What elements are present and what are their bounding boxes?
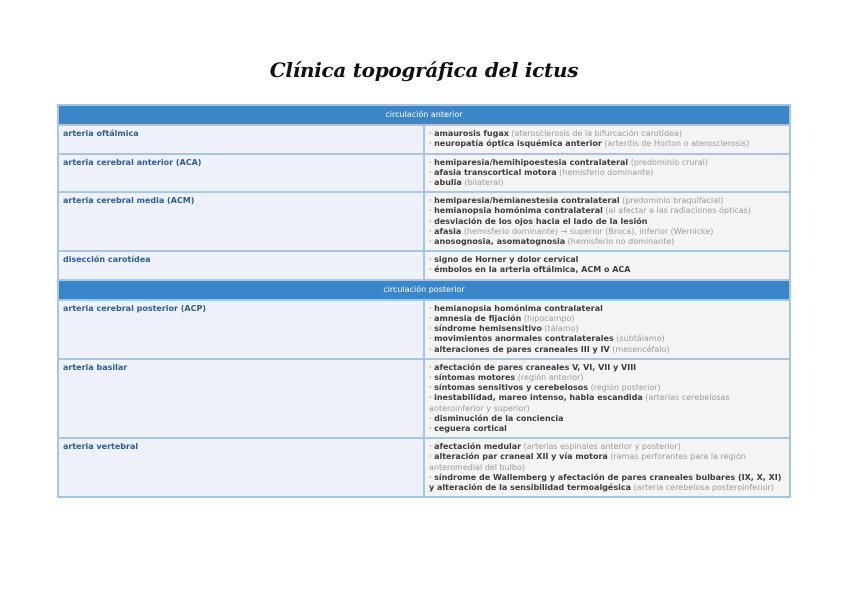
bullet-mark: · (429, 178, 435, 188)
finding-text: síndrome hemisensitivo (434, 324, 542, 334)
finding-line (429, 473, 785, 493)
finding-note: (ramas perforantes para la región anteromedial del bulbo) (429, 452, 746, 472)
finding-line (429, 178, 785, 188)
bullet-mark: · (429, 237, 435, 247)
finding-note: (mesencéfalo) (612, 344, 670, 354)
finding-text: síntomas sensitivos y cerebelosos (434, 383, 589, 393)
table-row (58, 154, 790, 193)
finding-note: (bilateral) (464, 178, 504, 188)
finding-note: (región posterior) (590, 383, 661, 393)
finding-line (429, 139, 785, 149)
finding-text: movimientos anormales contralaterales (434, 334, 614, 344)
bullet-mark: · (429, 139, 435, 149)
finding-note: (subtálamo) (616, 334, 665, 344)
bullet-mark: · (429, 393, 435, 403)
bullet-mark: · (429, 157, 435, 167)
finding-text: alteración par craneal XII y vía motora (434, 452, 608, 462)
finding-text: amnesia de fijación (434, 314, 522, 324)
finding-text: amaurosis fugax (434, 129, 509, 139)
finding-note: (hemisferio dominante) → superior (Broca), inferior (Wernicke) (463, 226, 714, 236)
finding-note: (predominio braquifacial) (622, 196, 724, 206)
finding-note: (aterosclerosis de la bifurcación carotídea) (511, 129, 682, 139)
section-header: circulación anterior (58, 105, 790, 125)
bullet-mark: · (429, 383, 435, 393)
table-row (58, 300, 790, 359)
artery-label: arteria cerebral media (ACM) (58, 192, 424, 251)
finding-text: síndrome de Wallemberg y afectación de pares craneales bulbares (IX, X, XI) y alteración de la sensibilidad termoalgésica (429, 472, 782, 493)
bullet-mark: · (429, 442, 435, 452)
bullet-mark: · (429, 129, 435, 139)
bullet-mark: · (429, 413, 435, 423)
bullet-mark: · (429, 344, 435, 354)
finding-line (429, 424, 785, 434)
artery-label: arteria cerebral anterior (ACA) (58, 154, 424, 193)
finding-text: hemiparesia/hemihipoestesia contralateral (434, 157, 629, 167)
section-header-row (58, 280, 790, 300)
clinical-findings (424, 192, 790, 251)
finding-text: hemiparesia/hemianestesia contralateral (434, 196, 620, 206)
table-row (58, 192, 790, 251)
finding-text: abulia (434, 178, 462, 188)
table-row (58, 251, 790, 279)
finding-line (429, 237, 785, 247)
finding-line (429, 383, 785, 393)
finding-text: signo de Horner y dolor cervical (434, 255, 579, 265)
finding-line (429, 129, 785, 139)
bullet-mark: · (429, 373, 435, 383)
finding-note: (región anterior) (517, 373, 584, 383)
finding-line (429, 265, 785, 275)
finding-line (429, 442, 785, 452)
bullet-mark: · (429, 216, 435, 226)
finding-note: (al afectar a las radiaciones ópticas) (605, 206, 751, 216)
finding-line (429, 393, 785, 413)
finding-line (429, 345, 785, 355)
finding-text: hemianopsia homónima contralateral (434, 303, 603, 313)
finding-line (429, 373, 785, 383)
bullet-mark: · (429, 265, 435, 275)
finding-text: afectación medular (434, 442, 522, 452)
clinical-findings (424, 154, 790, 193)
bullet-mark: · (429, 167, 435, 177)
bullet-mark: · (429, 324, 435, 334)
clinical-findings (424, 125, 790, 153)
bullet-mark: · (429, 314, 435, 324)
artery-label: arteria cerebral posterior (ACP) (58, 300, 424, 359)
finding-line (429, 304, 785, 314)
artery-label: arteria oftálmica (58, 125, 424, 153)
finding-line (429, 334, 785, 344)
finding-note: (predominio crural) (630, 157, 708, 167)
bullet-mark: · (429, 472, 435, 482)
bullet-mark: · (429, 226, 435, 236)
ictus-table (57, 104, 791, 498)
finding-note: (hipocampo) (523, 314, 575, 324)
bullet-mark: · (429, 362, 435, 372)
clinical-findings (424, 359, 790, 438)
finding-note: (hemisferio no dominante) (567, 237, 675, 247)
finding-line (429, 158, 785, 168)
artery-label: arteria basilar (58, 359, 424, 438)
bullet-mark: · (429, 452, 435, 462)
clinical-findings (424, 300, 790, 359)
section-header: circulación posterior (58, 280, 790, 300)
finding-text: síntomas motores (434, 373, 516, 383)
finding-text: afectación de pares craneales V, VI, VII y VIII (434, 362, 637, 372)
table-row (58, 438, 790, 497)
bullet-mark: · (429, 303, 435, 313)
bullet-mark: · (429, 206, 435, 216)
finding-line (429, 363, 785, 373)
page-title: Clínica topográfica del ictus (269, 58, 579, 82)
table-row (58, 125, 790, 153)
finding-note: (hemisferio dominante) (559, 167, 654, 177)
finding-text: anosognosia, asomatognosia (434, 237, 566, 247)
clinical-findings (424, 251, 790, 279)
finding-note: (tálamo) (544, 324, 579, 334)
finding-note: (arterias cerebelosas anteroinferior y superior) (429, 393, 730, 413)
finding-text: afasia transcortical motora (434, 167, 557, 177)
finding-line (429, 324, 785, 334)
finding-line (429, 196, 785, 206)
finding-text: émbolos en la arteria oftálmica, ACM o ACA (434, 265, 631, 275)
finding-line (429, 217, 785, 227)
section-header-row (58, 105, 790, 125)
finding-line (429, 314, 785, 324)
clinical-findings (424, 438, 790, 497)
table-body (58, 105, 790, 497)
finding-line (429, 227, 785, 237)
finding-text: neuropatía óptica isquémica anterior (434, 139, 602, 149)
bullet-mark: · (429, 424, 435, 434)
finding-line (429, 414, 785, 424)
finding-text: disminución de la conciencia (434, 413, 564, 423)
table-row (58, 359, 790, 438)
artery-label: arteria vertebral (58, 438, 424, 497)
finding-text: ceguera cortical (434, 424, 507, 434)
finding-note: (arteritis de Horton o aterosclerosis) (604, 139, 750, 149)
finding-text: desviación de los ojos hacia el lado de la lesión (434, 216, 648, 226)
finding-line (429, 255, 785, 265)
finding-text: hemianopsia homónima contralateral (434, 206, 603, 216)
artery-label: disección carotídea (58, 251, 424, 279)
finding-text: alteraciones de pares craneales III y IV (434, 344, 610, 354)
finding-note: (arterias espinales anterior y posterior) (523, 442, 681, 452)
finding-text: inestabilidad, mareo intenso, habla escandida (434, 393, 643, 403)
bullet-mark: · (429, 334, 435, 344)
finding-line (429, 206, 785, 216)
finding-text: afasia (434, 226, 462, 236)
bullet-mark: · (429, 196, 435, 206)
finding-line (429, 452, 785, 472)
bullet-mark: · (429, 255, 435, 265)
finding-line (429, 168, 785, 178)
finding-note: (arteria cerebelosa posteroinferior) (633, 483, 775, 493)
